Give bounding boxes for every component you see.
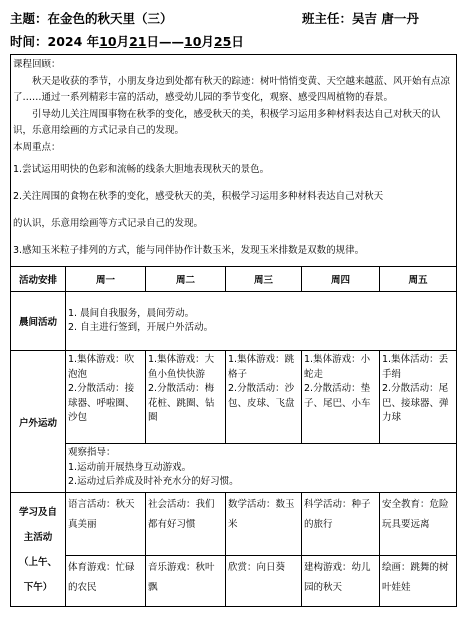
focus-item-2a: 2.关注周围的食物在秋季的变化，感受秋天的美，积极学习运用多种材料表达自己对秋天: [13, 191, 384, 202]
study-cell: 数学活动：数玉米: [226, 493, 302, 556]
outdoor-cell: 1.集体游戏：大鱼小鱼快快游 2.分散活动：梅花桩、跳圈、钻圈: [146, 351, 226, 444]
review-row: [11, 55, 457, 267]
study-cell: 科学活动：种子的旅行: [302, 493, 380, 556]
morning-cell: [66, 292, 457, 351]
study-cell: 音乐游戏：秋叶飘: [146, 556, 226, 607]
review-cell: [11, 55, 457, 267]
review-title: 课程回顾：: [13, 59, 61, 70]
outdoor-cell: 1.集体活动：丢手绢 2.分散活动：尾巴、接球器、弹力球: [380, 351, 457, 444]
time-month-start: 10: [99, 34, 117, 49]
review-paragraph-2: 引导幼儿关注周围事物在秋季的变化，感受秋天的美，积极学习运用多种材料表达自己对秋天的认识，乐意用绘画的方式记录自己的发现。: [13, 108, 441, 136]
study-cell: 体育游戏：忙碌的农民: [66, 556, 146, 607]
time-day-end: 25: [213, 34, 232, 49]
guide-title: 观察指导：: [68, 447, 116, 458]
teacher-name: 班主任：吴吉 唐一丹: [302, 11, 419, 26]
time-range: [10, 32, 244, 50]
time-separator: 日——: [146, 34, 184, 49]
day-header: 周一: [66, 267, 146, 292]
schedule-table: [10, 54, 457, 607]
study-label-line: 学习及自: [18, 506, 57, 518]
study-label-line: 主活动: [23, 531, 53, 543]
outdoor-guide-cell: [66, 444, 457, 493]
outdoor-cell: 1.集体游戏：小蛇走 2.分散活动：垫子、尾巴、小车: [302, 351, 380, 444]
time-prefix: 时间：2024 年: [10, 34, 100, 49]
days-header-row: [11, 267, 457, 292]
topic-title: 主题：在金色的秋天里（三）: [10, 11, 173, 26]
day-header: 周四: [302, 267, 380, 292]
study-cell: 绘画：跳舞的树叶娃娃: [380, 556, 457, 607]
activity-arrangement-label: 活动安排: [11, 267, 66, 292]
morning-row: [11, 292, 457, 351]
outdoor-cell: 1.集体游戏：吹泡泡 2.分散活动：接球器、呼啦圈、沙包: [66, 351, 146, 444]
study-cell: 欣赏：向日葵: [226, 556, 302, 607]
day-header: 周五: [380, 267, 457, 292]
morning-line-1: 1. 晨间自我服务，晨间劳动。: [68, 307, 195, 319]
study-label-line: （上午、: [18, 556, 57, 568]
study-cell: 社会活动：我们都有好习惯: [146, 493, 226, 556]
guide-line-1: 1.运动前开展热身互动游戏。: [68, 461, 192, 473]
focus-title: 本周重点：: [13, 141, 61, 153]
study-cell: 安全教育：危险玩具要远离: [380, 493, 457, 556]
focus-item-3: 3.感知玉米粒子排列的方式，能与同伴协作计数玉米，发现玉米排数是双数的规律。: [13, 245, 365, 256]
guide-line-2: 2.运动过后养成及时补充水分的好习惯。: [68, 476, 239, 487]
morning-label: 晨间活动: [11, 292, 66, 351]
time-month-unit: 月: [116, 34, 130, 49]
time-day-unit-end: 日: [231, 34, 244, 49]
outdoor-cell: 1.集体游戏：跳格子 2.分散活动：沙包、皮球、飞盘: [226, 351, 302, 444]
time-day-start: 21: [129, 34, 147, 49]
study-row-1: [11, 493, 457, 556]
study-row-2: [11, 556, 457, 607]
focus-item-1: 1.尝试运用明快的色彩和流畅的线条大胆地表现秋天的景色。: [13, 164, 270, 175]
outdoor-label: 户外运动: [11, 351, 66, 493]
study-cell: 语言活动：秋天真美丽: [66, 493, 146, 556]
focus-item-2b: 的认识，乐意用绘画等方式记录自己的发现。: [13, 218, 204, 229]
review-paragraph-1: 秋天是收获的季节，小朋友身边到处都有秋天的踪迹：树叶悄悄变黄、天空越来越蓝、风开始有点凉了……通过一系列精彩丰富的活动，感受幼儿园的季节变化，观察、感受四周植物的春景。: [13, 75, 451, 103]
study-label-line: 下午）: [23, 581, 53, 593]
study-label: [11, 493, 66, 607]
day-header: 周三: [226, 267, 302, 292]
time-month-end: 10: [184, 34, 202, 49]
day-header: 周二: [146, 267, 226, 292]
study-cell: 建构游戏：幼儿园的秋天: [302, 556, 380, 607]
morning-line-2: 2. 自主进行签到，开展户外活动。: [68, 322, 214, 333]
outdoor-row: [11, 351, 457, 444]
outdoor-guide-row: [11, 444, 457, 493]
time-month-unit-end: 月: [201, 34, 214, 49]
